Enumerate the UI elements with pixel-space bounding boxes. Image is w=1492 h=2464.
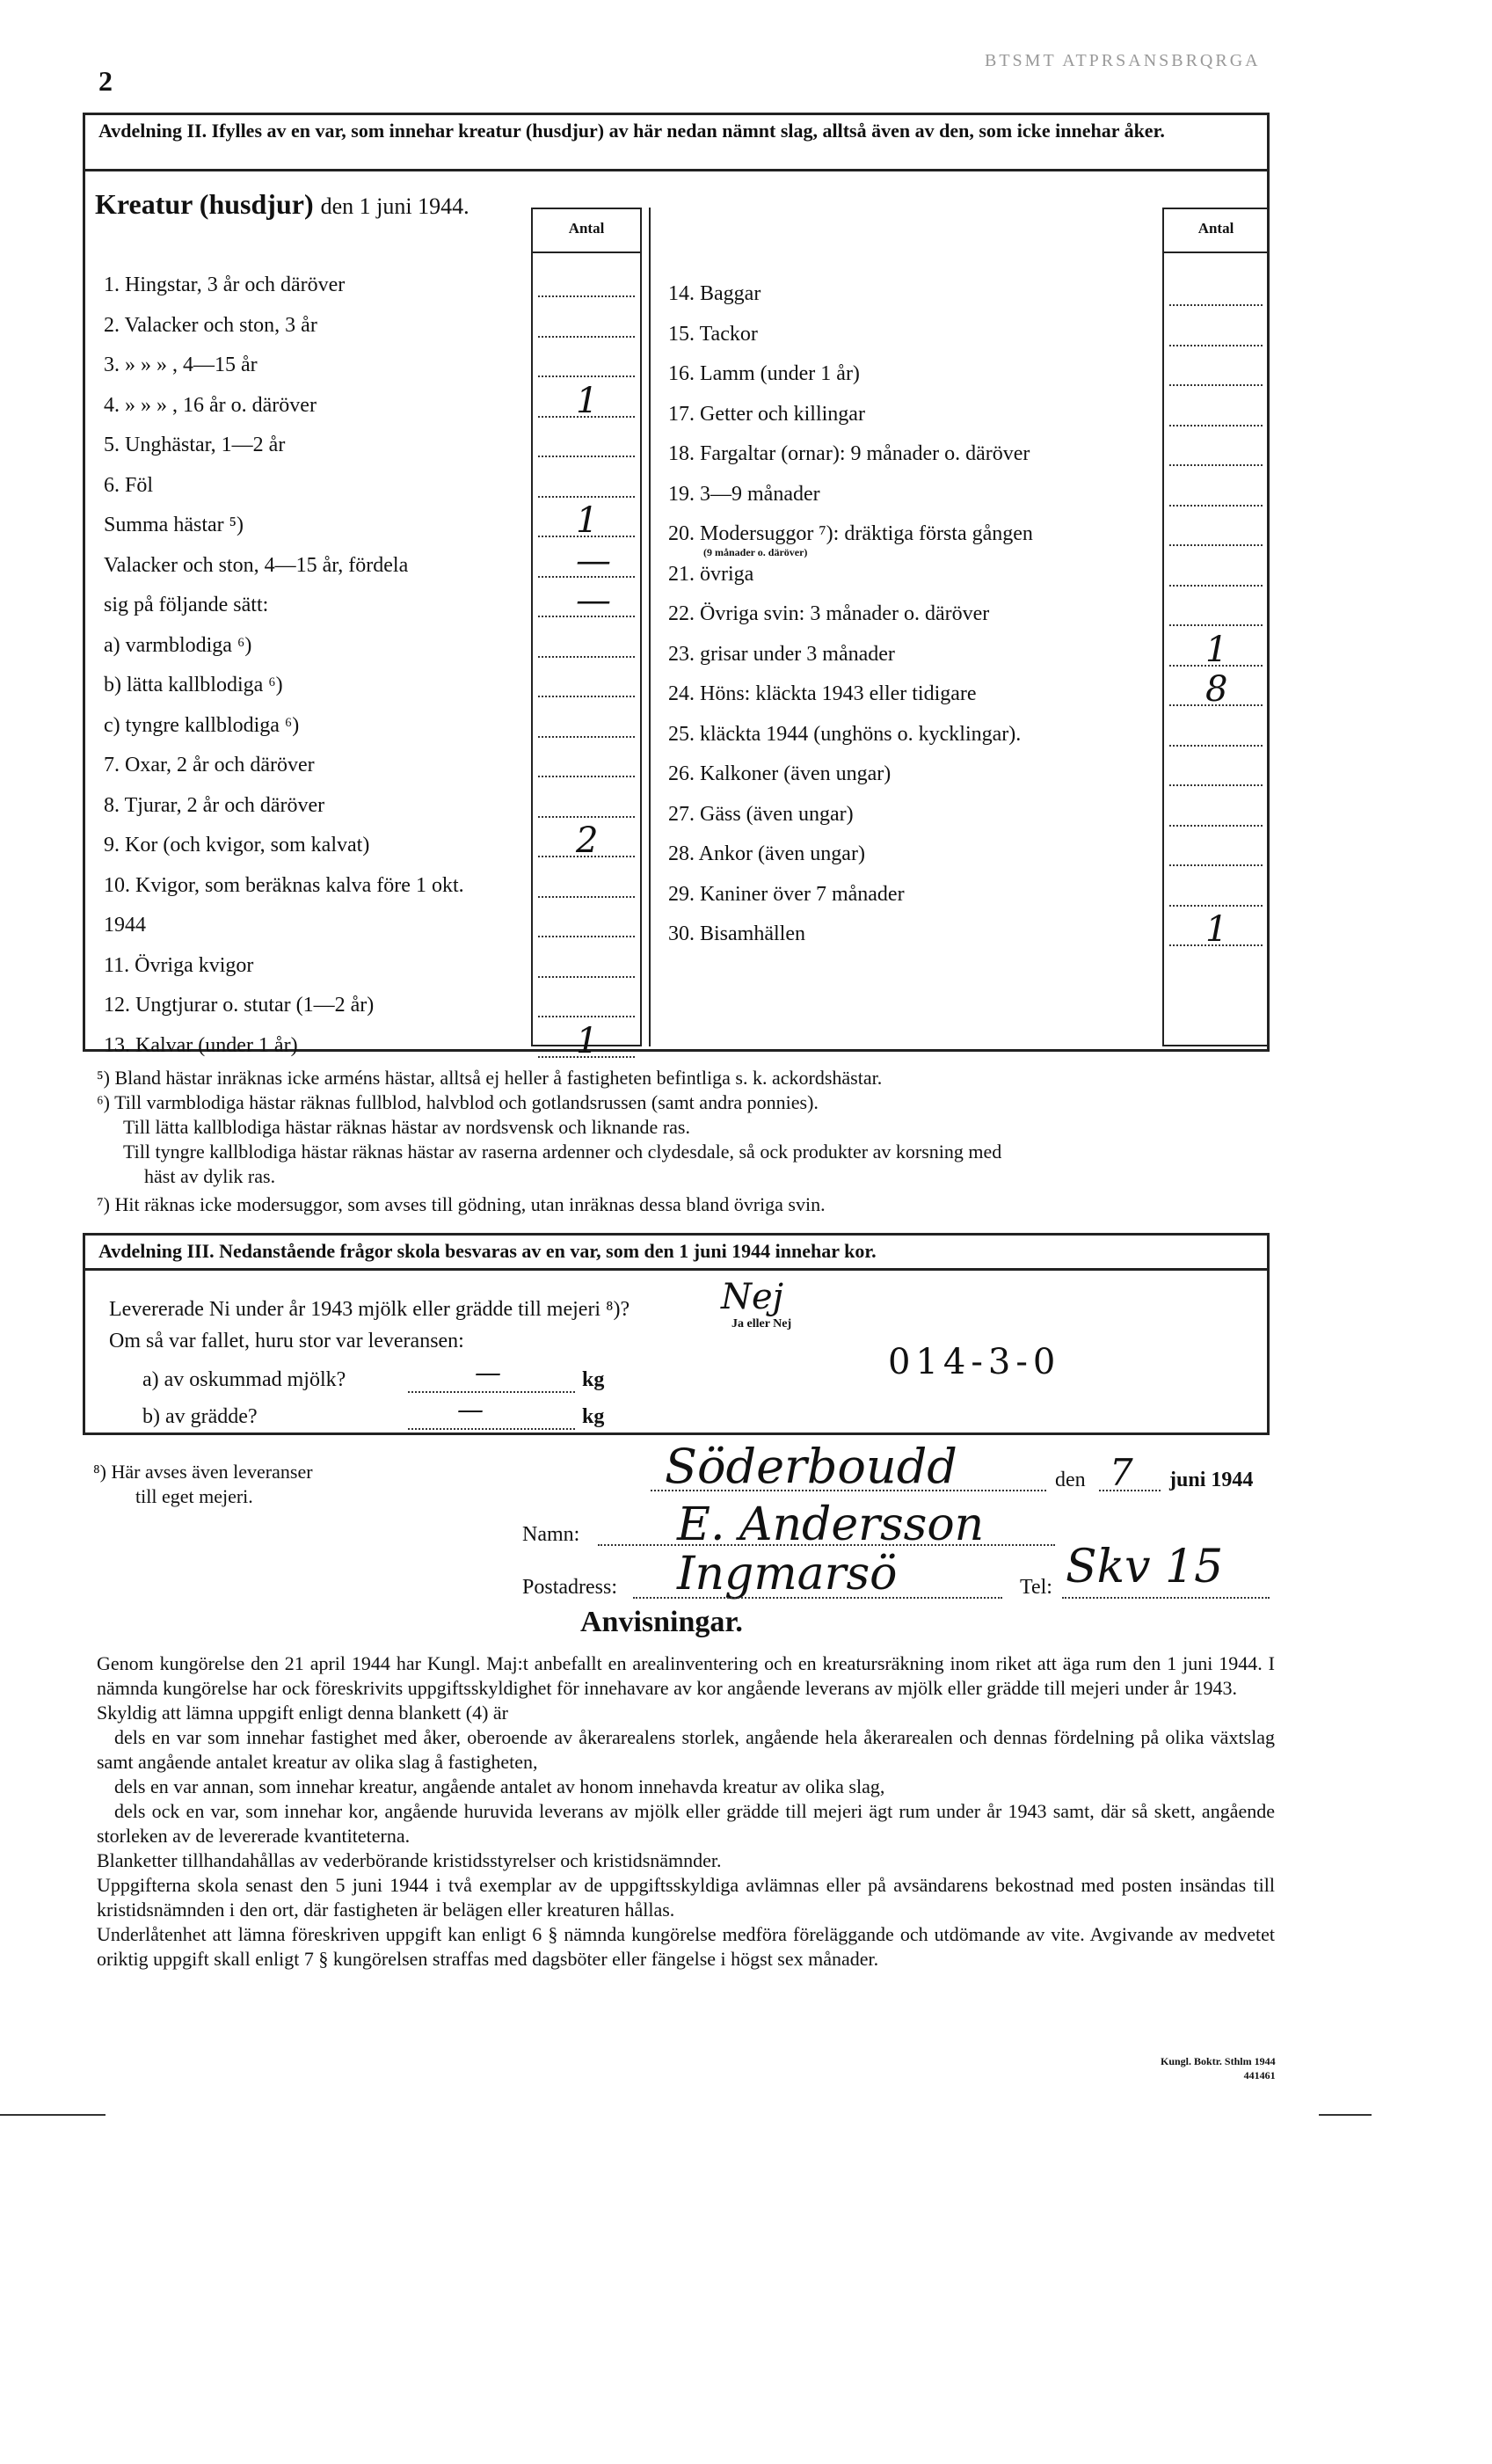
left-row-label: 10. Kvigor, som beräknas kalva före 1 okt. — [104, 873, 464, 897]
right-antal-header: Antal — [1197, 220, 1234, 237]
left-row-label: 2. Valacker och ston, 3 år — [104, 313, 317, 337]
page-number: 2 — [98, 65, 113, 97]
anvisningar-title: Anvisningar. — [580, 1606, 743, 1638]
left-antal-column — [531, 208, 642, 1046]
left-row-label: sig på följande sätt: — [104, 594, 269, 616]
followup-question: Om så var fallet, huru stor var leveransen: — [109, 1330, 464, 1352]
milk-label: a) av oskummad mjölk? — [142, 1368, 346, 1391]
left-row-label: 13. Kalvar (under 1 år) — [104, 1033, 298, 1057]
right-antal-cell[interactable] — [1169, 864, 1263, 866]
tel-dotted-line — [1062, 1597, 1270, 1599]
right-row-label: 15. Tackor — [668, 322, 758, 346]
bottom-right-edge-line — [1319, 2114, 1372, 2116]
day-handwritten[interactable]: 7 — [1110, 1451, 1133, 1494]
faint-header-text: BTSMT ATPRSANSBRQRGA — [985, 51, 1261, 70]
right-row-label: 18. Fargaltar (ornar): 9 månader o. däröver — [668, 442, 1030, 465]
right-antal-cell[interactable] — [1169, 505, 1263, 507]
left-row-label: 1. Hingstar, 3 år och däröver — [104, 273, 346, 296]
left-antal-value: — — [576, 580, 611, 621]
right-row-label: 22. Övriga svin: 3 månader o. däröver — [668, 602, 990, 625]
anvisningar-body — [97, 1651, 1275, 1972]
right-antal-cell[interactable] — [1169, 585, 1263, 587]
footnote-7: ⁷) Hit räknas icke modersuggor, som avses till gödning, utan inräknas dessa bland övriga svin. — [97, 1193, 826, 1215]
left-antal-header-line — [531, 252, 642, 253]
left-row-label: 7. Oxar, 2 år och däröver — [104, 754, 315, 776]
kreatur-title-main: Kreatur (husdjur) — [95, 188, 314, 220]
cream-dotted-line — [408, 1428, 575, 1430]
anvisningar-paragraph: Blanketter tillhandahållas av vederbörande kristidsstyrelser och kristidsnämnder. — [97, 1849, 722, 1871]
anvisningar-paragraph: Genom kungörelse den 21 april 1944 har Kungl. Maj:t anbefallt en arealinventering och en kreatursräkning inom riket att äga rum den 1 juni 1944. I nämnda kungörelse har ock föreskrivits uppgiftsskyldighet för innehavare av kor angående leverans av mjölk eller grädde till mejeri under år 1943. — [97, 1652, 1275, 1699]
footnote-6b: Till lätta kallblodiga hästar räknas hästar av nordsvensk och liknande ras. — [123, 1116, 690, 1138]
left-antal-cell[interactable] — [538, 976, 635, 978]
place-handwritten[interactable]: Söderboudd — [665, 1439, 957, 1494]
left-antal-cell[interactable] — [538, 736, 635, 738]
right-antal-cell[interactable] — [1169, 384, 1263, 386]
footnote-6c: Till tyngre kallblodiga hästar räknas hästar av raserna ardenner och clydesdale, så ock produkter av korsning med — [123, 1141, 1002, 1163]
left-antal-value: 2 — [576, 820, 599, 861]
postadress-handwritten[interactable]: Ingmarsö — [677, 1548, 898, 1600]
section-2-divider — [83, 169, 1270, 171]
left-row-label: Summa hästar ⁵) — [104, 514, 244, 536]
left-row-label: a) varmblodiga ⁶) — [104, 633, 252, 657]
right-row-label: 26. Kalkoner (även ungar) — [668, 762, 892, 785]
right-antal-cell[interactable] — [1169, 745, 1263, 747]
tel-label: Tel: — [1020, 1576, 1052, 1599]
right-row-label: 30. Bisamhällen — [668, 922, 805, 945]
tel-handwritten[interactable]: Skv 15 — [1066, 1541, 1224, 1593]
milk-value[interactable]: — — [475, 1358, 501, 1389]
right-row-label: 24. Höns: kläckta 1943 eller tidigare — [668, 682, 977, 705]
right-antal-value: 1 — [1205, 629, 1228, 670]
footnote-5: ⁵) Bland hästar inräknas icke arméns hästar, alltså ej heller å fastigheten befintliga s. k. ackordshästar. — [97, 1067, 883, 1089]
left-row-label: b) lätta kallblodiga ⁶) — [104, 674, 283, 696]
right-row-label: 21. övriga — [668, 562, 754, 586]
left-antal-cell[interactable] — [538, 696, 635, 697]
right-row-label: 29. Kaniner över 7 månader — [668, 882, 905, 906]
right-antal-value: 1 — [1205, 909, 1228, 950]
right-antal-cell[interactable] — [1169, 345, 1263, 346]
postadress-dotted-line — [633, 1597, 1002, 1599]
left-row-label: Valacker och ston, 4—15 år, fördela — [104, 553, 409, 577]
cream-unit: kg — [582, 1405, 605, 1428]
bottom-edge-line — [0, 2114, 106, 2116]
milk-dotted-line — [408, 1391, 575, 1393]
right-antal-value: 8 — [1205, 669, 1228, 710]
milk-answer[interactable]: Nej — [721, 1277, 784, 1317]
print-code-line-1: Kungl. Boktr. Sthlm 1944 — [1161, 2055, 1276, 2067]
right-antal-cell[interactable] — [1169, 905, 1263, 907]
footnote-8: ⁸) Här avses även leveranser — [93, 1461, 313, 1483]
name-dotted-line — [598, 1544, 1055, 1546]
section-3-title: Avdelning III. Nedanstående frågor skola besvaras av en var, som den 1 juni 1944 innehar kor. — [98, 1240, 877, 1262]
right-antal-cell[interactable] — [1169, 825, 1263, 827]
right-antal-cell[interactable] — [1169, 784, 1263, 786]
left-antal-cell[interactable] — [538, 816, 635, 818]
handwritten-code: 014-3-0 — [888, 1342, 1061, 1382]
anvisningar-paragraph: dels en var som innehar fastighet med åker, oberoende av åkerarealens storlek, angående hela åkerarealen och dennas fördelning på olika växtslag samt angående antalet kreatur av olika slag å fastigheten, — [97, 1726, 1275, 1773]
right-row-label: 25. kläckta 1944 (unghöns o. kycklingar). — [668, 722, 1022, 746]
right-row-label: 20. Modersuggor ⁷): dräktiga första gången — [668, 522, 1033, 545]
answer-options: Ja eller Nej — [731, 1317, 792, 1330]
left-antal-cell[interactable] — [538, 1016, 635, 1017]
right-antal-cell[interactable] — [1169, 304, 1263, 306]
print-code — [1161, 2054, 1276, 2082]
middle-divider — [649, 208, 651, 1046]
left-row-label: 9. Kor (och kvigor, som kalvat) — [104, 834, 370, 857]
modersuggor-sub: (9 månader o. däröver) — [703, 546, 808, 558]
left-row-label: 5. Unghästar, 1—2 år — [104, 434, 286, 456]
print-code-line-2: 441461 — [1243, 2069, 1276, 2081]
left-antal-cell[interactable] — [538, 295, 635, 297]
namn-label: Namn: — [522, 1523, 580, 1546]
anvisningar-paragraph: Underlåtenhet att lämna föreskriven uppgift kan enligt 6 § nämnda kungörelse medföra föreläggande och utdömande av vite. Avgivande av medvetet oriktig uppgift skall enligt 7 § kungörelsen straffas med dagsböter eller fängelse i högst sex månader. — [97, 1923, 1275, 1970]
left-antal-cell[interactable] — [538, 896, 635, 898]
left-row-label: 11. Övriga kvigor — [104, 953, 254, 977]
left-row-label: 3. » » » , 4—15 år — [104, 354, 258, 376]
left-row-label: 12. Ungtjurar o. stutar (1—2 år) — [104, 994, 375, 1017]
place-dotted-line — [651, 1490, 1046, 1491]
den-label: den — [1055, 1469, 1086, 1491]
left-antal-value: — — [576, 540, 611, 581]
footnote-6d: häst av dylik ras. — [144, 1165, 276, 1187]
left-antal-value: 1 — [576, 380, 599, 421]
postadress-label: Postadress: — [522, 1576, 617, 1599]
right-antal-cell[interactable] — [1169, 624, 1263, 626]
left-antal-cell[interactable] — [538, 456, 635, 457]
name-signature[interactable]: E. Andersson — [677, 1498, 985, 1551]
month-year: juni 1944 — [1169, 1469, 1254, 1491]
left-row-label: 4. » » » , 16 år o. däröver — [104, 393, 317, 417]
left-antal-cell[interactable] — [538, 336, 635, 338]
anvisningar-paragraph: Uppgifterna skola senast den 5 juni 1944 i två exemplar av de uppgiftsskyldiga avlämnas eller på avsändarens bekostnad med posten insändas till kristidsnämnden i den ort, där fastigheten är belägen eller kreaturen hållas. — [97, 1874, 1275, 1921]
right-row-label: 17. Getter och killingar — [668, 402, 865, 426]
right-row-label: 23. grisar under 3 månader — [668, 642, 895, 666]
footnote-6: ⁶) Till varmblodiga hästar räknas fullblod, halvblod och gotlandsrussen (samt andra ponnies). — [97, 1091, 819, 1113]
kreatur-title-date: den 1 juni 1944. — [320, 193, 469, 219]
day-dotted-line — [1099, 1490, 1161, 1491]
left-row-label: 1944 — [104, 914, 146, 937]
right-antal-cell[interactable] — [1169, 464, 1263, 466]
right-row-label: 27. Gäss (även ungar) — [668, 802, 854, 826]
left-antal-cell[interactable] — [538, 375, 635, 377]
kreatur-title — [95, 188, 469, 221]
section-2-title: Avdelning II. Ifylles av en var, som innehar kreatur (husdjur) av här nedan nämnt slag, alltså även av den, som icke innehar åker. — [98, 120, 1165, 142]
left-antal-cell[interactable] — [538, 936, 635, 937]
right-antal-header-line — [1162, 252, 1270, 253]
section-3-divider — [83, 1268, 1270, 1271]
left-antal-cell[interactable] — [538, 656, 635, 658]
right-antal-cell[interactable] — [1169, 544, 1263, 546]
cream-value[interactable]: — — [457, 1395, 484, 1425]
cream-label: b) av grädde? — [142, 1405, 258, 1428]
left-antal-value: 1 — [576, 500, 599, 541]
left-antal-cell[interactable] — [538, 776, 635, 777]
left-row-label: c) tyngre kallblodiga ⁶) — [104, 713, 300, 737]
right-antal-cell[interactable] — [1169, 425, 1263, 426]
anvisningar-paragraph: dels ock en var, som innehar kor, angående huruvida leverans av mjölk eller grädde till mejeri ägt rum under år 1943 samt, där så skett, angående storleken av de levererade kvantiteterna. — [97, 1800, 1275, 1847]
left-row-label: 6. Föl — [104, 473, 154, 497]
left-antal-header: Antal — [568, 220, 605, 237]
anvisningar-paragraph: Skyldig att lämna uppgift enligt denna blankett (4) är — [97, 1702, 508, 1724]
right-row-label: 28. Ankor (även ungar) — [668, 842, 865, 865]
left-antal-value: 1 — [576, 1020, 599, 1061]
anvisningar-paragraph: dels en var annan, som innehar kreatur, angående antalet av honom innehavda kreatur av olika slag, — [114, 1775, 885, 1797]
left-row-label: 8. Tjurar, 2 år och däröver — [104, 793, 325, 817]
right-row-label: 16. Lamm (under 1 år) — [668, 362, 860, 385]
milk-unit: kg — [582, 1368, 605, 1391]
left-antal-cell[interactable] — [538, 496, 635, 498]
milk-question: Levererade Ni under år 1943 mjölk eller grädde till mejeri ⁸)? — [109, 1298, 630, 1321]
right-row-label: 19. 3—9 månader — [668, 482, 820, 506]
right-row-label: 14. Baggar — [668, 282, 761, 305]
footnote-8b: till eget mejeri. — [135, 1485, 253, 1507]
